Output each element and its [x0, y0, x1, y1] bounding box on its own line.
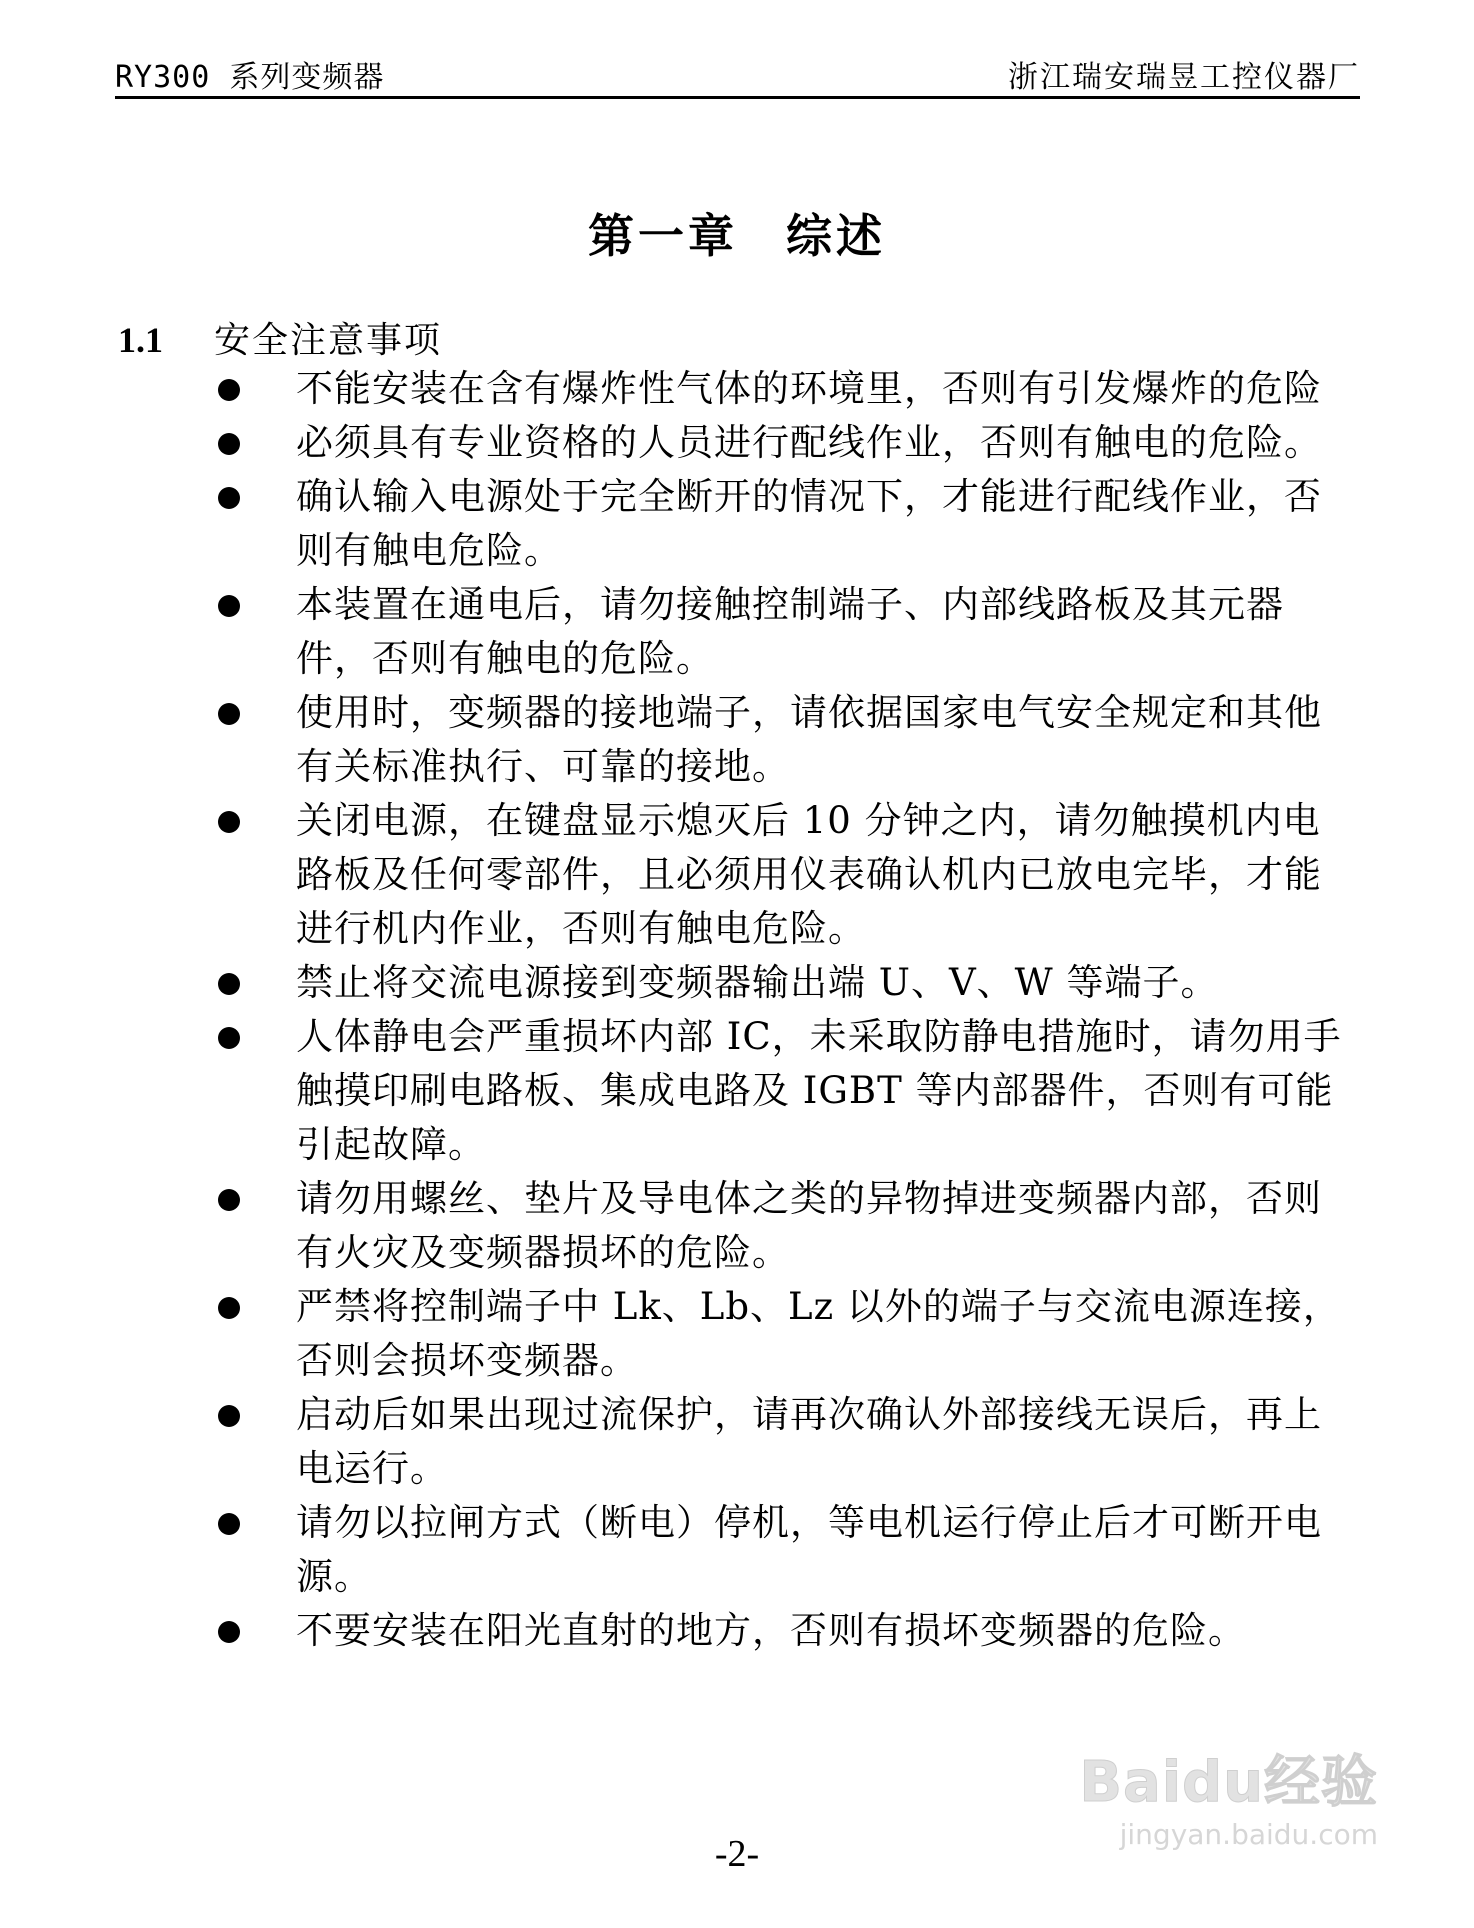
list-item-text: 必须具有专业资格的人员进行配线作业，否则有触电的危险。	[296, 421, 1322, 464]
list-item	[0, 1280, 1474, 1388]
list-item-text: 不要安装在阳光直射的地方，否则有损坏变频器的危险。	[296, 1609, 1246, 1652]
list-item-text: 启动后如果出现过流保护，请再次确认外部接线无误后，再上电运行。	[296, 1393, 1322, 1490]
watermark-url: jingyan.baidu.com	[1119, 1818, 1378, 1851]
bullet-icon	[218, 433, 240, 455]
chapter-name: 综述	[786, 209, 886, 263]
bullet-icon	[218, 1405, 240, 1427]
list-item-text: 人体静电会严重损坏内部 IC，未采取防静电措施时，请勿用手触摸印刷电路板、集成电路及 IGBT 等内部器件，否则有可能引起故障。	[296, 1015, 1342, 1166]
header-company-name: 浙江瑞安瑞昱工控仪器厂	[1008, 60, 1360, 95]
list-item	[0, 578, 1474, 686]
bullet-icon	[218, 1621, 240, 1643]
header-product-name: RY300 系列变频器	[115, 60, 385, 95]
bullet-icon	[218, 1513, 240, 1535]
bullet-icon	[218, 1297, 240, 1319]
list-item-text: 请勿以拉闸方式（断电）停机，等电机运行停止后才可断开电源。	[296, 1501, 1322, 1598]
list-item	[0, 470, 1474, 578]
list-item-text: 不能安装在含有爆炸性气体的环境里，否则有引发爆炸的危险	[296, 367, 1322, 410]
section-title: 安全注意事项	[214, 320, 443, 361]
bullet-icon	[218, 487, 240, 509]
safety-notes-list	[0, 362, 1474, 1658]
list-item-text: 请勿用螺丝、垫片及导电体之类的异物掉进变频器内部，否则有火灾及变频器损坏的危险。	[296, 1177, 1322, 1274]
list-item	[0, 686, 1474, 794]
list-item	[0, 1496, 1474, 1604]
bullet-icon	[218, 1027, 240, 1049]
bullet-icon	[218, 973, 240, 995]
section-number: 1.1	[118, 320, 163, 360]
list-item	[0, 1172, 1474, 1280]
list-item	[0, 362, 1474, 416]
list-item	[0, 1604, 1474, 1658]
chapter-number-label: 第一章	[588, 209, 738, 263]
list-item	[0, 1010, 1474, 1172]
list-item	[0, 416, 1474, 470]
bullet-icon	[218, 703, 240, 725]
list-item-text: 确认输入电源处于完全断开的情况下，才能进行配线作业，否则有触电危险。	[296, 475, 1322, 572]
list-item	[0, 794, 1474, 956]
bullet-icon	[218, 379, 240, 401]
watermark-logo: Baidu经验	[1079, 1750, 1378, 1815]
section-heading	[118, 312, 442, 363]
bullet-icon	[218, 595, 240, 617]
list-item-text: 禁止将交流电源接到变频器输出端 U、V、W 等端子。	[296, 961, 1219, 1004]
list-item-text: 严禁将控制端子中 Lk、Lb、Lz 以外的端子与交流电源连接，否则会损坏变频器。	[296, 1285, 1341, 1382]
chapter-title	[0, 200, 1474, 266]
list-item	[0, 956, 1474, 1010]
bullet-icon	[218, 1189, 240, 1211]
bullet-icon	[218, 811, 240, 833]
list-item-text: 使用时，变频器的接地端子，请依据国家电气安全规定和其他有关标准执行、可靠的接地。	[296, 691, 1322, 788]
page-number: -2-	[714, 1833, 760, 1875]
list-item-text: 本装置在通电后，请勿接触控制端子、内部线路板及其元器件，否则有触电的危险。	[296, 583, 1284, 680]
list-item-text: 关闭电源，在键盘显示熄灭后 10 分钟之内，请勿触摸机内电路板及任何零部件，且必须用仪表确认机内已放电完毕，才能进行机内作业，否则有触电危险。	[296, 799, 1322, 950]
list-item	[0, 1388, 1474, 1496]
page-header	[115, 46, 1360, 99]
